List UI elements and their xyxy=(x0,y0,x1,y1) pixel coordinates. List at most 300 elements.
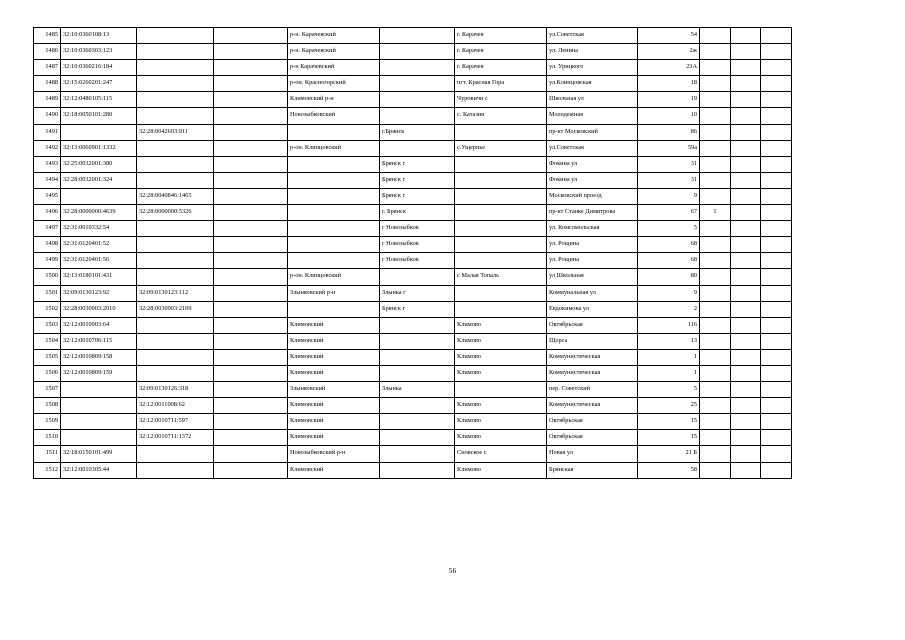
extra-cell xyxy=(761,221,792,237)
house-number-cell: 13 xyxy=(638,333,700,349)
cadastral-number-cell: 32:13:0060901:1332 xyxy=(61,140,137,156)
cadastral-number-2-cell xyxy=(137,269,214,285)
settlement-cell xyxy=(455,253,547,269)
extra-cell xyxy=(731,333,761,349)
settlement-cell xyxy=(455,172,547,188)
street-cell: Новая ул xyxy=(547,446,638,462)
settlement-cell xyxy=(455,205,547,221)
settlement-cell: Климово xyxy=(455,430,547,446)
register-table xyxy=(33,27,792,479)
extra-cell xyxy=(761,398,792,414)
table-row xyxy=(34,156,792,172)
extra-cell xyxy=(731,462,761,478)
house-number-cell: 2 xyxy=(638,301,700,317)
cadastral-number-2-cell xyxy=(137,108,214,124)
building-cell xyxy=(700,156,731,172)
table-row xyxy=(34,365,792,381)
city-cell: Брянск г xyxy=(380,156,455,172)
extra-cell xyxy=(761,140,792,156)
city-cell: г Новозыбков xyxy=(380,237,455,253)
district-cell xyxy=(288,124,380,140)
extra-cell xyxy=(761,349,792,365)
table-row xyxy=(34,140,792,156)
building-cell xyxy=(700,382,731,398)
extra-cell xyxy=(731,365,761,381)
building-cell xyxy=(700,269,731,285)
row-number-cell: 1498 xyxy=(34,237,61,253)
table-row xyxy=(34,108,792,124)
table-row xyxy=(34,124,792,140)
blank-cell xyxy=(214,301,288,317)
district-cell: Климовский р-н xyxy=(288,92,380,108)
extra-cell xyxy=(731,317,761,333)
extra-cell xyxy=(731,285,761,301)
row-number-cell: 1507 xyxy=(34,382,61,398)
cadastral-number-cell: 32:12:0010903:64 xyxy=(61,317,137,333)
settlement-cell xyxy=(455,156,547,172)
cadastral-number-cell: 32:13:0180101:431 xyxy=(61,269,137,285)
district-cell: Злынковский xyxy=(288,382,380,398)
extra-cell xyxy=(761,365,792,381)
city-cell xyxy=(380,92,455,108)
extra-cell xyxy=(731,205,761,221)
table-row xyxy=(34,237,792,253)
house-number-cell: 25 xyxy=(638,398,700,414)
building-cell xyxy=(700,108,731,124)
table-row xyxy=(34,317,792,333)
street-cell: ул.Клинцовская xyxy=(547,76,638,92)
district-cell xyxy=(288,253,380,269)
table-row xyxy=(34,333,792,349)
row-number-cell: 1485 xyxy=(34,28,61,44)
cadastral-number-2-cell xyxy=(137,28,214,44)
city-cell xyxy=(380,76,455,92)
street-cell: Коммунистическая xyxy=(547,365,638,381)
cadastral-number-2-cell xyxy=(137,365,214,381)
extra-cell xyxy=(731,28,761,44)
district-cell: Климовский xyxy=(288,462,380,478)
street-cell: Фокина ул xyxy=(547,172,638,188)
cadastral-number-cell: 32:28:0030903:2010 xyxy=(61,301,137,317)
house-number-cell: 67 xyxy=(638,205,700,221)
settlement-cell: г. Карачев xyxy=(455,28,547,44)
blank-cell xyxy=(214,285,288,301)
extra-cell xyxy=(731,414,761,430)
page-number: 56 xyxy=(448,566,457,575)
house-number-cell: 18 xyxy=(638,76,700,92)
extra-cell xyxy=(761,317,792,333)
extra-cell xyxy=(731,349,761,365)
blank-cell xyxy=(214,92,288,108)
extra-cell xyxy=(761,301,792,317)
cadastral-number-2-cell xyxy=(137,76,214,92)
city-cell xyxy=(380,430,455,446)
building-cell xyxy=(700,285,731,301)
table-row xyxy=(34,349,792,365)
table-row xyxy=(34,205,792,221)
cadastral-number-2-cell xyxy=(137,253,214,269)
district-cell: Климовский xyxy=(288,317,380,333)
settlement-cell xyxy=(455,301,547,317)
cadastral-number-2-cell: 32:12:0010711:1372 xyxy=(137,430,214,446)
house-number-cell: 15 xyxy=(638,430,700,446)
cadastral-number-2-cell: 32:28:0042603:911 xyxy=(137,124,214,140)
street-cell: Коммунистическая xyxy=(547,398,638,414)
building-cell xyxy=(700,333,731,349)
district-cell: р-н. Карачевский xyxy=(288,44,380,60)
cadastral-number-2-cell: 32:09:0130126:318 xyxy=(137,382,214,398)
house-number-cell: 2ж xyxy=(638,44,700,60)
street-cell: Щорса xyxy=(547,333,638,349)
row-number-cell: 1501 xyxy=(34,285,61,301)
row-number-cell: 1505 xyxy=(34,349,61,365)
house-number-cell: 54 xyxy=(638,28,700,44)
cadastral-number-cell: 32:12:0480105:115 xyxy=(61,92,137,108)
blank-cell xyxy=(214,446,288,462)
settlement-cell: г. Карачев xyxy=(455,60,547,76)
district-cell: Климовский xyxy=(288,365,380,381)
street-cell: пр-кт Московский xyxy=(547,124,638,140)
cadastral-number-2-cell: 32:28:0040846:1465 xyxy=(137,188,214,204)
building-cell xyxy=(700,317,731,333)
cadastral-number-2-cell xyxy=(137,221,214,237)
settlement-cell xyxy=(455,382,547,398)
extra-cell xyxy=(731,446,761,462)
settlement-cell: Климово xyxy=(455,349,547,365)
district-cell: р-н. Карачевский xyxy=(288,28,380,44)
house-number-cell: 1 xyxy=(638,349,700,365)
row-number-cell: 1506 xyxy=(34,365,61,381)
city-cell: Брянск г xyxy=(380,301,455,317)
extra-cell xyxy=(731,44,761,60)
blank-cell xyxy=(214,253,288,269)
settlement-cell: с. Катазин xyxy=(455,108,547,124)
extra-cell xyxy=(761,253,792,269)
extra-cell xyxy=(761,76,792,92)
blank-cell xyxy=(214,205,288,221)
settlement-cell: Климово xyxy=(455,317,547,333)
settlement-cell: пгт. Красная Гора xyxy=(455,76,547,92)
street-cell: Молодежная xyxy=(547,108,638,124)
building-cell xyxy=(700,76,731,92)
city-cell: Брянск г xyxy=(380,172,455,188)
building-cell: 1 xyxy=(700,205,731,221)
building-cell xyxy=(700,172,731,188)
building-cell xyxy=(700,28,731,44)
row-number-cell: 1503 xyxy=(34,317,61,333)
extra-cell xyxy=(761,124,792,140)
table-row xyxy=(34,462,792,478)
extra-cell xyxy=(731,108,761,124)
cadastral-number-2-cell: 32:28:0000000:5326 xyxy=(137,205,214,221)
blank-cell xyxy=(214,462,288,478)
settlement-cell: г. Карачев xyxy=(455,44,547,60)
table-row xyxy=(34,44,792,60)
blank-cell xyxy=(214,349,288,365)
house-number-cell: 9 xyxy=(638,285,700,301)
city-cell xyxy=(380,28,455,44)
cadastral-number-cell: 32:12:0010706:115 xyxy=(61,333,137,349)
blank-cell xyxy=(214,269,288,285)
city-cell: г Новозыбков xyxy=(380,253,455,269)
row-number-cell: 1488 xyxy=(34,76,61,92)
row-number-cell: 1491 xyxy=(34,124,61,140)
street-cell: Октябрьская xyxy=(547,430,638,446)
building-cell xyxy=(700,365,731,381)
district-cell: р-он. Клинцовский xyxy=(288,140,380,156)
settlement-cell: Климово xyxy=(455,398,547,414)
house-number-cell: 19 xyxy=(638,92,700,108)
cadastral-number-cell: 32:12:0010809:159 xyxy=(61,365,137,381)
row-number-cell: 1509 xyxy=(34,414,61,430)
city-cell: г. Брянск xyxy=(380,205,455,221)
cadastral-number-cell: 32:12:0010809:158 xyxy=(61,349,137,365)
cadastral-number-2-cell xyxy=(137,446,214,462)
settlement-cell: Климово xyxy=(455,462,547,478)
city-cell xyxy=(380,365,455,381)
district-cell xyxy=(288,188,380,204)
house-number-cell: 59а xyxy=(638,140,700,156)
cadastral-number-2-cell xyxy=(137,60,214,76)
street-cell: Фокина ул xyxy=(547,156,638,172)
row-number-cell: 1504 xyxy=(34,333,61,349)
district-cell xyxy=(288,172,380,188)
building-cell xyxy=(700,398,731,414)
street-cell: Евдокимова ул xyxy=(547,301,638,317)
extra-cell xyxy=(731,253,761,269)
extra-cell xyxy=(731,60,761,76)
blank-cell xyxy=(214,108,288,124)
settlement-cell xyxy=(455,221,547,237)
extra-cell xyxy=(761,44,792,60)
district-cell: Климовский xyxy=(288,398,380,414)
table-row xyxy=(34,92,792,108)
extra-cell xyxy=(731,430,761,446)
blank-cell xyxy=(214,140,288,156)
city-cell: Брянск г xyxy=(380,188,455,204)
table-row xyxy=(34,446,792,462)
district-cell: Злынковский р-н xyxy=(288,285,380,301)
table-row xyxy=(34,414,792,430)
city-cell xyxy=(380,44,455,60)
cadastral-number-cell xyxy=(61,124,137,140)
extra-cell xyxy=(731,269,761,285)
row-number-cell: 1511 xyxy=(34,446,61,462)
district-cell xyxy=(288,221,380,237)
cadastral-number-cell: 32:12:0010305:44 xyxy=(61,462,137,478)
table-row xyxy=(34,382,792,398)
city-cell xyxy=(380,349,455,365)
table-row xyxy=(34,28,792,44)
house-number-cell: 80 xyxy=(638,269,700,285)
building-cell xyxy=(700,462,731,478)
cadastral-number-cell xyxy=(61,414,137,430)
building-cell xyxy=(700,430,731,446)
blank-cell xyxy=(214,124,288,140)
row-number-cell: 1487 xyxy=(34,60,61,76)
extra-cell xyxy=(761,28,792,44)
street-cell: Брянская xyxy=(547,462,638,478)
cadastral-number-2-cell: 32:28:0030903:2109 xyxy=(137,301,214,317)
blank-cell xyxy=(214,44,288,60)
settlement-cell: с.Ущерпье xyxy=(455,140,547,156)
extra-cell xyxy=(731,382,761,398)
cadastral-number-cell: 32:25:0032001:380 xyxy=(61,156,137,172)
city-cell xyxy=(380,108,455,124)
street-cell: ул. Рощина xyxy=(547,237,638,253)
extra-cell xyxy=(731,92,761,108)
cadastral-number-cell: 32:31:0010332:54 xyxy=(61,221,137,237)
street-cell: Октябрьская xyxy=(547,414,638,430)
district-cell xyxy=(288,237,380,253)
extra-cell xyxy=(761,462,792,478)
table-row xyxy=(34,430,792,446)
cadastral-number-2-cell xyxy=(137,333,214,349)
cadastral-number-cell: 32:18:0050101:280 xyxy=(61,108,137,124)
house-number-cell: 15 xyxy=(638,414,700,430)
blank-cell xyxy=(214,430,288,446)
register-body xyxy=(34,28,792,479)
settlement-cell xyxy=(455,237,547,253)
district-cell: Климовский xyxy=(288,430,380,446)
district-cell: Новозыбковский р-н xyxy=(288,446,380,462)
building-cell xyxy=(700,60,731,76)
blank-cell xyxy=(214,382,288,398)
table-row xyxy=(34,60,792,76)
district-cell: Новозыбковский xyxy=(288,108,380,124)
house-number-cell: 9 xyxy=(638,188,700,204)
row-number-cell: 1495 xyxy=(34,188,61,204)
city-cell xyxy=(380,462,455,478)
settlement-cell: Климово xyxy=(455,414,547,430)
district-cell: Климовский xyxy=(288,333,380,349)
row-number-cell: 1508 xyxy=(34,398,61,414)
cadastral-number-cell xyxy=(61,188,137,204)
extra-cell xyxy=(761,414,792,430)
building-cell xyxy=(700,301,731,317)
blank-cell xyxy=(214,333,288,349)
extra-cell xyxy=(761,446,792,462)
cadastral-number-cell: 32:18:0150101:499 xyxy=(61,446,137,462)
cadastral-number-cell: 32:28:0000000:4639 xyxy=(61,205,137,221)
street-cell: пер. Советский xyxy=(547,382,638,398)
cadastral-number-2-cell xyxy=(137,349,214,365)
extra-cell xyxy=(761,188,792,204)
street-cell: ул. Ленина xyxy=(547,44,638,60)
house-number-cell: 31 xyxy=(638,172,700,188)
cadastral-number-cell: 32:10:0360108:13 xyxy=(61,28,137,44)
blank-cell xyxy=(214,28,288,44)
cadastral-number-cell: 32:10:0360216:184 xyxy=(61,60,137,76)
building-cell xyxy=(700,349,731,365)
city-cell xyxy=(380,333,455,349)
extra-cell xyxy=(731,301,761,317)
building-cell xyxy=(700,140,731,156)
extra-cell xyxy=(731,172,761,188)
row-number-cell: 1493 xyxy=(34,156,61,172)
district-cell: р-он. Красногорский xyxy=(288,76,380,92)
district-cell xyxy=(288,205,380,221)
extra-cell xyxy=(761,60,792,76)
city-cell: Злынка г xyxy=(380,285,455,301)
cadastral-number-cell: 32:15:0260201:247 xyxy=(61,76,137,92)
house-number-cell: 86 xyxy=(638,124,700,140)
settlement-cell xyxy=(455,188,547,204)
row-number-cell: 1512 xyxy=(34,462,61,478)
street-cell: Школьная ул xyxy=(547,92,638,108)
extra-cell xyxy=(731,188,761,204)
settlement-cell: с Малая Топаль xyxy=(455,269,547,285)
building-cell xyxy=(700,188,731,204)
district-cell xyxy=(288,301,380,317)
extra-cell xyxy=(731,221,761,237)
table-row xyxy=(34,398,792,414)
blank-cell xyxy=(214,237,288,253)
row-number-cell: 1496 xyxy=(34,205,61,221)
cadastral-number-2-cell: 32:12:0011008:62 xyxy=(137,398,214,414)
cadastral-number-2-cell xyxy=(137,156,214,172)
street-cell: ул. Комсомольская xyxy=(547,221,638,237)
extra-cell xyxy=(731,156,761,172)
cadastral-number-2-cell xyxy=(137,140,214,156)
settlement-cell xyxy=(455,285,547,301)
extra-cell xyxy=(761,92,792,108)
house-number-cell: 23А xyxy=(638,60,700,76)
city-cell xyxy=(380,269,455,285)
house-number-cell: 5 xyxy=(638,382,700,398)
house-number-cell: 31 xyxy=(638,156,700,172)
street-cell: ул. Урицкого xyxy=(547,60,638,76)
city-cell xyxy=(380,317,455,333)
cadastral-number-cell: 32:31:0120401:52 xyxy=(61,237,137,253)
settlement-cell: Сновское с xyxy=(455,446,547,462)
street-cell: Октябрьская xyxy=(547,317,638,333)
house-number-cell: 21 Б xyxy=(638,446,700,462)
row-number-cell: 1492 xyxy=(34,140,61,156)
blank-cell xyxy=(214,398,288,414)
city-cell: Злынка xyxy=(380,382,455,398)
row-number-cell: 1494 xyxy=(34,172,61,188)
settlement-cell: Климово xyxy=(455,365,547,381)
cadastral-number-cell: 32:31:0120401:56 xyxy=(61,253,137,269)
extra-cell xyxy=(731,140,761,156)
settlement-cell: Климово xyxy=(455,333,547,349)
house-number-cell: 116 xyxy=(638,317,700,333)
building-cell xyxy=(700,237,731,253)
extra-cell xyxy=(761,382,792,398)
cadastral-number-2-cell xyxy=(137,237,214,253)
building-cell xyxy=(700,446,731,462)
extra-cell xyxy=(731,124,761,140)
extra-cell xyxy=(761,333,792,349)
extra-cell xyxy=(761,430,792,446)
house-number-cell: 10 xyxy=(638,108,700,124)
cadastral-number-2-cell: 32:12:0010711:597 xyxy=(137,414,214,430)
extra-cell xyxy=(761,108,792,124)
table-row xyxy=(34,76,792,92)
district-cell xyxy=(288,156,380,172)
extra-cell xyxy=(731,398,761,414)
district-cell: Климовский xyxy=(288,414,380,430)
building-cell xyxy=(700,124,731,140)
city-cell xyxy=(380,414,455,430)
cadastral-number-cell: 32:09:0130123:92 xyxy=(61,285,137,301)
settlement-cell xyxy=(455,124,547,140)
table-row xyxy=(34,221,792,237)
blank-cell xyxy=(214,156,288,172)
cadastral-number-cell: 32:28:0032001:324 xyxy=(61,172,137,188)
table-row xyxy=(34,269,792,285)
